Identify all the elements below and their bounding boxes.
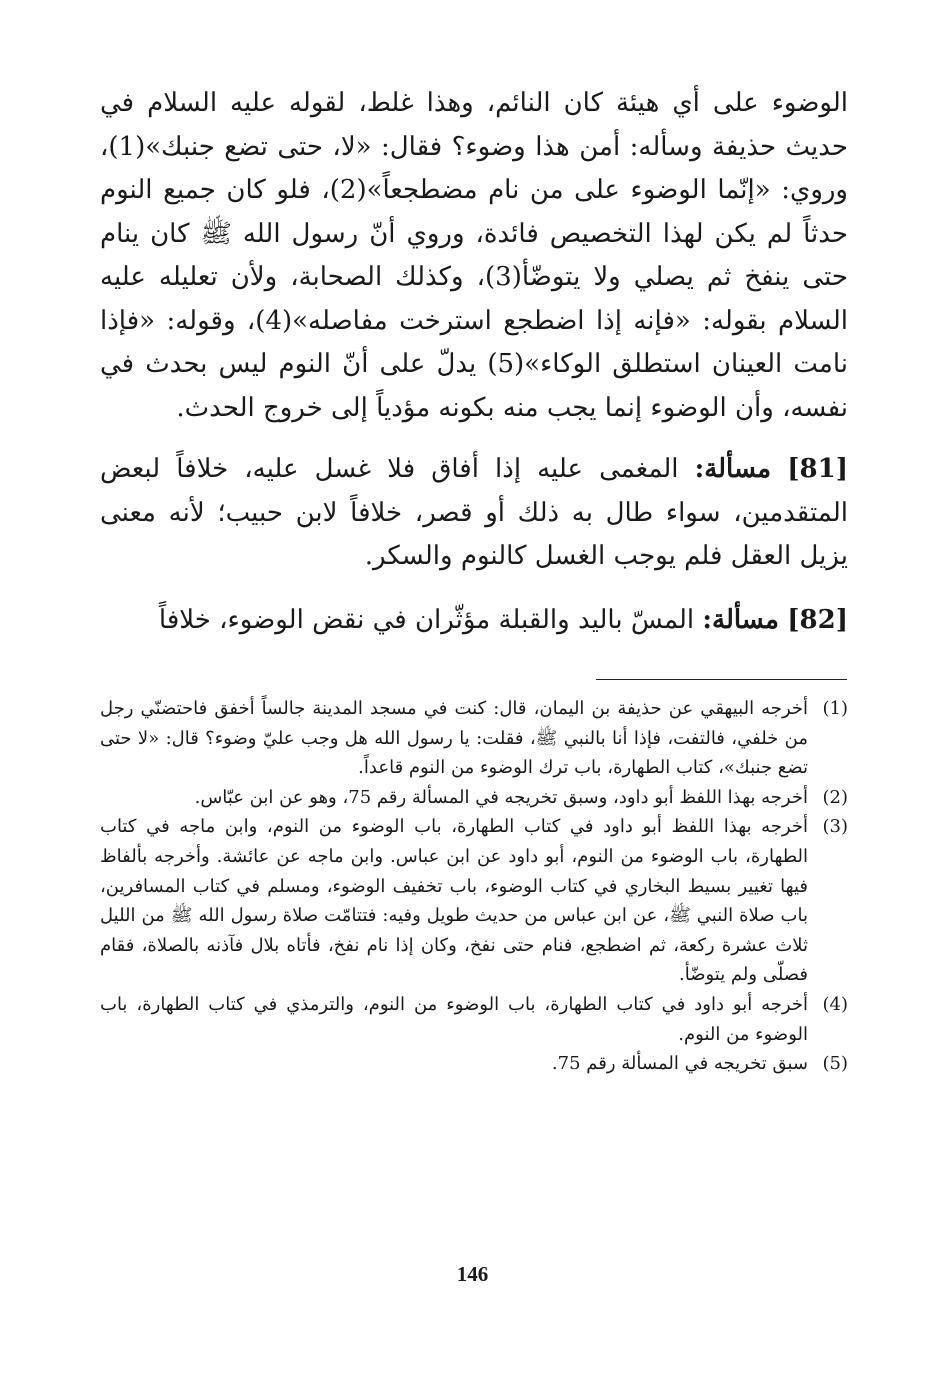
footnote-text: سبق تخريجه في المسألة رقم 75. [551,1053,808,1075]
footnotes [100,694,848,1079]
footnote-text: أخرجه البيهقي عن حذيفة بن اليمان، قال: كنت في مسجد المدينة جالساً أخفق فاحتضنّي رجل من خلفي، فالتفت، فإذا أنا بالنبي ﷺ، فقلت: يا رسول الله هل وجب عليّ وضوء؟ قال: «لا حتى تضع جنبك»، كتاب الطهارة، باب ترك الوضوء من النوم قاعداً. [100,698,808,779]
issue-paragraph [100,448,848,579]
footnote-number: (2) [822,786,848,808]
footnote-number: (5) [822,1053,848,1075]
issue-number: [81] [787,454,848,484]
paragraph-text: الوضوء على أي هيئة كان النائم، وهذا غلط، لقوله عليه السلام في حديث حذيفة وسأله: أمن هذا وضوء؟ فقال: «لا، حتى تضع جنبك»(1)، وروي: «إنّما الوضوء على من نام مضطجعاً»(2)، فلو كان جميع النوم حدثاً لم يكن لهذا التخصيص فائدة، وروي أنّ رسول الله ﷺ كان ينام حتى ينفخ ثم يصلي ولا يتوضّأ(3)، وكذلك الصحابة، ولأن تعليله عليه السلام بقوله: «فإنه إذا اضطجع استرخت مفاصله»(4)، وقوله: «فإذا نامت العينان استطلق الوكاء»(5) يدلّ على أنّ النوم ليس بحدث في نفسه، وأن الوضوء إنما يجب منه بكونه مؤدياً إلى خروج الحدث. [100,88,848,423]
footnote-item [100,1049,848,1079]
issue-paragraph [100,599,848,643]
footnote-text: أخرجه أبو داود في كتاب الطهارة، باب الوضوء من النوم، والترمذي في كتاب الطهارة، باب الوضوء من النوم. [100,993,808,1045]
issue-text: المسّ باليد والقبلة مؤثّران في نقض الوضوء، خلافاً [158,605,695,635]
body-paragraph [100,82,848,430]
footnote-item [100,812,848,990]
footnote-number: (4) [822,993,848,1015]
footnote-number: (1) [822,698,848,719]
issue-number: [82] [787,605,848,635]
issue-text: المغمى عليه إذا أفاق فلا غسل عليه، خلافاً لبعض المتقدمين، سواء طال به ذلك أو قصر، خلافاً لابن حبيب؛ لأنه معنى يزيل العقل فلم يوجب الغسل كالنوم والسكر. [100,454,848,571]
footnote-separator [596,679,847,680]
footnote-text: أخرجه بهذا اللفظ أبو داود في كتاب الطهارة، باب الوضوء من النوم، وابن ماجه في كتاب الطهارة، باب الوضوء من النوم، أبو داود عن ابن عباس. وابن ماجه عن عائشة. وأخرجه بألفاظ فيها تغيير بسيط البخاري في كتاب الوضوء، باب تخفيف الوضوء، ومسلم في كتاب المسافرين، باب صلاة النبي ﷺ، عن ابن عباس من حديث طويل وفيه: فتتامّت صلاة رسول الله ﷺ من الليل ثلاث عشرة ركعة، ثم اضطجع، فنام حتى نفخ، وكان إذا نام نفخ، فأتاه بلال فآذنه بالصلاة، فقام فصلّى ولم يتوضّأ. [100,816,808,986]
footnote-number: (3) [822,816,848,838]
issue-81 [100,448,848,579]
issue-82 [100,599,848,643]
issue-label: مسألة: [694,454,772,484]
footnote-item [100,694,848,783]
footnote-text: أخرجه بهذا اللفظ أبو داود، وسبق تخريجه في المسألة رقم 75، وهو عن ابن عبّاس. [194,786,808,808]
footnote-item [100,783,848,813]
footnote-item [100,990,848,1049]
issue-label: مسألة: [702,605,779,635]
page-number: 146 [456,1262,489,1286]
